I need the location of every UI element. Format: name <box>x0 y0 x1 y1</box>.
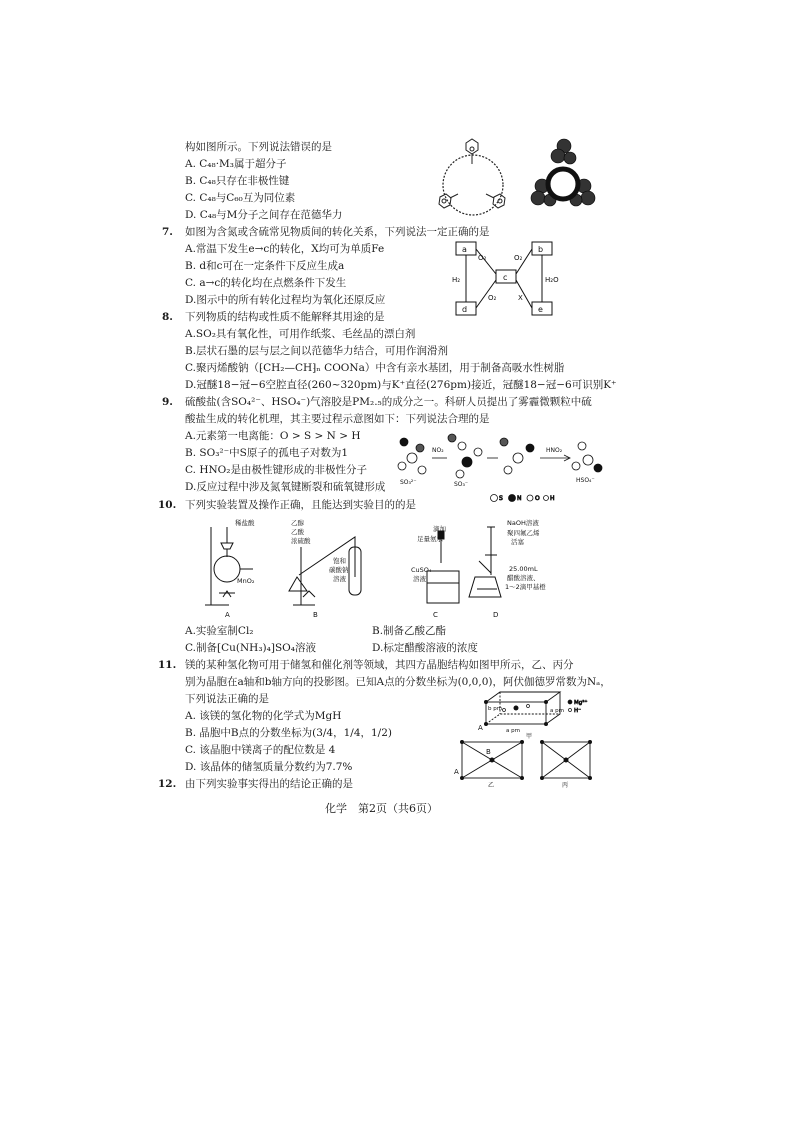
q7-option-b: B. d和c可在一定条件下反应生成a <box>185 260 345 272</box>
q10-stem: 下列实验装置及操作正确，且能达到实验目的的是 <box>185 499 416 511</box>
q11-point-a-jia: A <box>478 724 483 732</box>
apparatus-a-label-hcl: 稀盐酸 <box>235 519 255 527</box>
apparatus-b-label-na2co3: 碳酸钠 <box>329 566 349 574</box>
page-footer: 化学 第2页（共6页） <box>325 802 438 815</box>
q7-conversion-diagram <box>452 240 577 318</box>
q11-stem-line1: 镁的某种氢化物可用于储氢和催化剂等领域，其四方晶胞结构如图甲所示，乙、丙分 <box>185 659 574 671</box>
q9-legend-h: H <box>550 495 555 502</box>
caption-c: C <box>433 611 438 619</box>
apparatus-a-chlorine <box>205 527 253 605</box>
apparatus-d-titration <box>469 527 501 597</box>
q12-number: 12. <box>158 778 177 790</box>
q6-option-b: B. C₄₈只存在非极性键 <box>185 175 290 187</box>
apparatus-a-label-mno2: MnO₂ <box>237 577 255 585</box>
q8-option-b: B.层状石墨的层与层之间以范德华力结合，可用作润滑剂 <box>185 345 449 357</box>
q11-legend-h: H⁻ <box>574 708 582 714</box>
q11-caption-bing: 丙 <box>562 782 569 788</box>
q9-option-b: B. SO₃²⁻中S原子的孤电子对数为1 <box>185 447 349 459</box>
apparatus-c-label-add: 滴加 <box>433 525 446 533</box>
caption-d: D <box>493 611 499 619</box>
apparatus-b-label-saturated: 饱和 <box>333 557 346 565</box>
q6-option-c: C. C₄₈与C₆₀互为同位素 <box>185 192 296 204</box>
q7-box-a: a <box>462 245 467 254</box>
q8-stem: 下列物质的结构或性质不能解释其用途的是 <box>185 311 385 323</box>
q9-option-c: C. HNO₂是由极性键形成的非极性分子 <box>185 464 367 476</box>
q9-species-hso4: HSO₄⁻ <box>576 477 595 484</box>
q11-point-b: B <box>486 748 491 756</box>
apparatus-d-label-acetic: 醋酸溶液、 <box>507 574 540 582</box>
q9-stem-line1: 硫酸盐(含SO₄²⁻、HSO₄⁻)气溶胶是PM₂.₅的成分之一。科研人员提出了雾霾微颗粒中硫 <box>185 396 592 408</box>
q6-space-filling-model <box>528 136 598 216</box>
q9-stem-line2: 酸盐生成的转化机理，其主要过程示意图如下：下列说法合理的是 <box>185 413 490 425</box>
apparatus-b-label-solution: 溶液 <box>333 575 346 583</box>
apparatus-b-label-ethanol: 乙醇 <box>291 519 304 527</box>
apparatus-c-label-cuso4: CuSO₄ <box>411 566 432 574</box>
q11-point-a-yi: A <box>454 768 459 776</box>
q8-option-c: C.聚丙烯酸钠（⁅CH₂—CH⁆ₙ COONa）中含有亲水基团，用于制备高吸水性树脂 <box>185 362 565 374</box>
q7-option-a: A.常温下发生e→c的转化，X均可为单质Fe <box>185 243 385 255</box>
q9-species-so3-2minus: SO₃²⁻ <box>400 479 417 486</box>
q9-species-no2: NO₂ <box>432 447 444 454</box>
q7-number: 7. <box>162 226 173 238</box>
q7-label-o2-3: O₂ <box>488 294 497 302</box>
q7-label-o2-2: O₂ <box>514 254 523 262</box>
apparatus-b-label-acetic-acid: 乙酸 <box>291 528 304 536</box>
q11-option-d: D. 该晶体的储氢质量分数约为7.7% <box>185 761 353 773</box>
q11-crystal-figure <box>452 688 622 788</box>
q11-legend-mg: Mg²⁺ <box>574 700 588 706</box>
q10-option-b: B.制备乙酸乙酯 <box>372 625 447 637</box>
q9-legend-n: N <box>517 495 522 502</box>
q10-number: 10. <box>158 499 177 511</box>
apparatus-b-ester <box>289 537 361 605</box>
q9-option-d: D.反应过程中涉及氮氧键断裂和硫氧键形成 <box>185 481 386 493</box>
q6-supramolecule-figure <box>428 135 518 225</box>
q9-number: 9. <box>162 396 173 408</box>
q7-option-d: D.图示中的所有转化过程均为氧化还原反应 <box>185 294 386 306</box>
q7-label-h2o: H₂O <box>545 276 559 284</box>
q9-species-hno2: HNO₂ <box>546 447 563 454</box>
apparatus-d-label-naoh: NaOH溶液 <box>507 519 539 527</box>
q6-option-d: D. C₄₈与M分子之间存在范德华力 <box>185 209 343 221</box>
q11-option-a: A. 该镁的氢化物的化学式为MgH <box>185 710 342 722</box>
q7-box-d: d <box>462 305 468 314</box>
q6-option-a: A. C₄₈·M₃属于超分子 <box>185 158 287 170</box>
q11-option-c: C. 该晶胞中镁离子的配位数是 4 <box>185 744 336 756</box>
q11-caption-yi: 乙 <box>488 782 495 788</box>
q11-stem-line2: 别为晶胞在a轴和b轴方向的投影图。已知A点的分数坐标为(0,0,0)，阿伏伽德罗常数为Nₐ， <box>185 676 611 688</box>
q7-label-x: X <box>518 294 523 302</box>
apparatus-c-label-ammonia: 足量氨水 <box>417 535 443 543</box>
q7-label-o2-1: O₂ <box>478 254 487 262</box>
q6-stem: 构如图所示。下列说法错误的是 <box>185 141 332 153</box>
apparatus-d-label-indicator: 1～2滴甲基橙 <box>505 583 546 591</box>
q9-legend-s: S <box>499 495 503 502</box>
q11-label-b-pm: b pm <box>488 706 503 712</box>
q9-species-so3-minus: SO₃⁻ <box>454 481 469 488</box>
caption-b: B <box>313 611 318 619</box>
q9-option-a: A.元素第一电离能：O > S > N > H <box>185 430 361 442</box>
q7-box-c: c <box>503 273 508 282</box>
q12-stem: 由下列实验事实得出的结论正确的是 <box>185 778 353 790</box>
q11-caption-jia: 甲 <box>526 733 533 740</box>
q7-label-h2: H₂ <box>452 276 461 284</box>
q11-number: 11. <box>158 659 177 671</box>
q8-option-d: D.冠醚18−冠−6空腔直径(260~320pm)与K⁺直径(276pm)接近，冠醚18−冠−6可识别K⁺ <box>185 379 617 391</box>
apparatus-d-label-volume: 25.00mL <box>509 565 538 573</box>
q10-option-a: A.实验室制Cl₂ <box>185 625 254 637</box>
q10-apparatus-figure <box>205 517 585 622</box>
q11-label-a-pm-1: a pm <box>506 728 520 734</box>
apparatus-b-label-sulfuric-acid: 浓硫酸 <box>291 537 311 545</box>
q11-stem-line3: 下列说法正确的是 <box>185 693 269 705</box>
q7-box-e: e <box>538 305 543 314</box>
q11-option-b: B. 晶胞中B点的分数坐标为(3/4，1/4，1/2) <box>185 727 392 739</box>
q8-option-a: A.SO₂具有氧化性，可用作纸浆、毛丝品的漂白剂 <box>185 328 416 340</box>
apparatus-d-label-stopcock: 活塞 <box>511 538 524 546</box>
q11-label-a-pm-2: a pm <box>550 708 564 714</box>
q9-mechanism-diagram <box>392 428 607 508</box>
q9-legend-o: O <box>535 495 540 502</box>
apparatus-d-label-ptfe: 聚四氟乙烯 <box>507 529 540 537</box>
q7-stem: 如图为含氮或含硫常见物质间的转化关系，下列说法一定正确的是 <box>185 226 490 238</box>
q7-box-b: b <box>538 245 544 254</box>
q8-number: 8. <box>162 311 173 323</box>
apparatus-c-label-solution: 溶液 <box>413 575 426 583</box>
q7-option-c: C. a→c的转化均在点燃条件下发生 <box>185 277 347 289</box>
q10-option-d: D.标定醋酸溶液的浓度 <box>372 642 478 654</box>
q10-option-c: C.制备[Cu(NH₃)₄]SO₄溶液 <box>185 642 316 654</box>
caption-a: A <box>225 611 230 619</box>
